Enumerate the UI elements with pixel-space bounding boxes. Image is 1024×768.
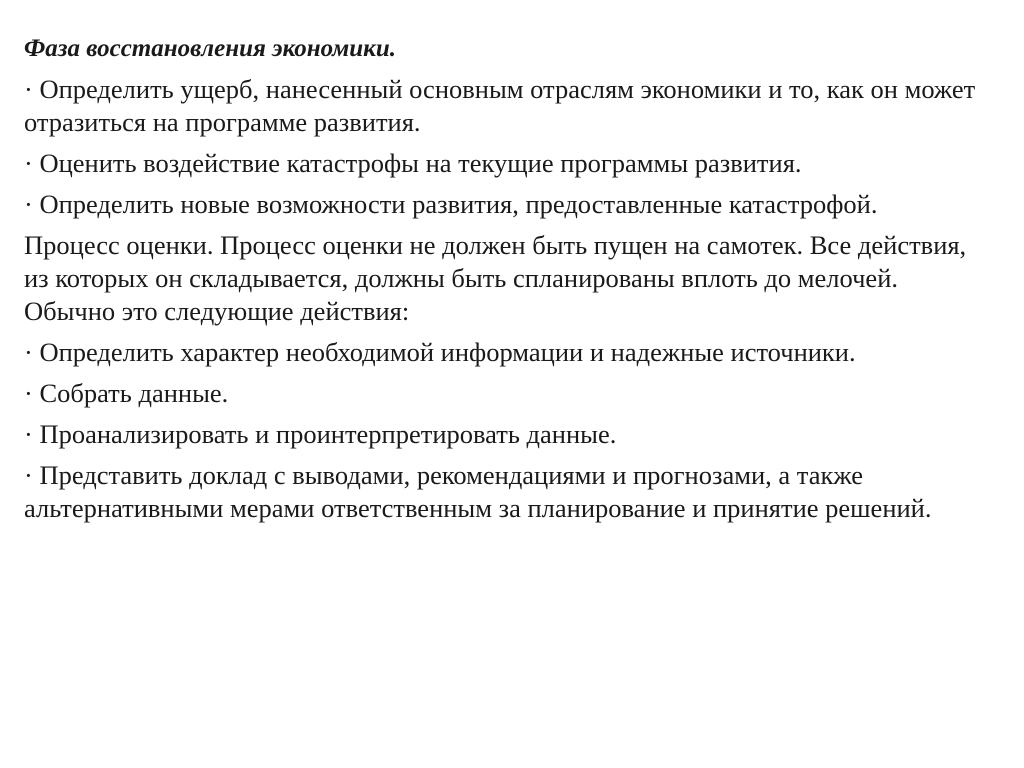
section-heading: Фаза восстановления экономики. — [24, 35, 396, 62]
assessment-process-paragraph: Процесс оценки. Процесс оценки не должен быть пущен на самотек. Все действия, из которых он складывается, должны быть спланированы вплоть до мелочей. Обычно это следующие действия: — [24, 230, 967, 326]
bullet-new-opportunities: · Определить новые возможности развития, предоставленные катастрофой. — [24, 189, 878, 219]
bullet-assess-damage: · Определить ущерб, нанесенный основным отраслям экономики и то, как он может отразиться на программе развития. — [24, 74, 976, 137]
slide-content — [24, 32, 984, 533]
bullet-collect-data: · Собрать данные. — [24, 378, 229, 408]
bullet-analyze-data: · Проанализировать и проинтерпретировать данные. — [24, 419, 617, 449]
bullet-evaluate-impact: · Оценить воздействие катастрофы на текущие программы развития. — [24, 148, 802, 178]
bullet-define-information: · Определить характер необходимой информации и надежные источники. — [24, 337, 856, 367]
bullet-present-report: · Представить доклад с выводами, рекомендациями и прогнозами, а также альтернативными мерами ответственным за планирование и принятие решений. — [24, 460, 932, 523]
